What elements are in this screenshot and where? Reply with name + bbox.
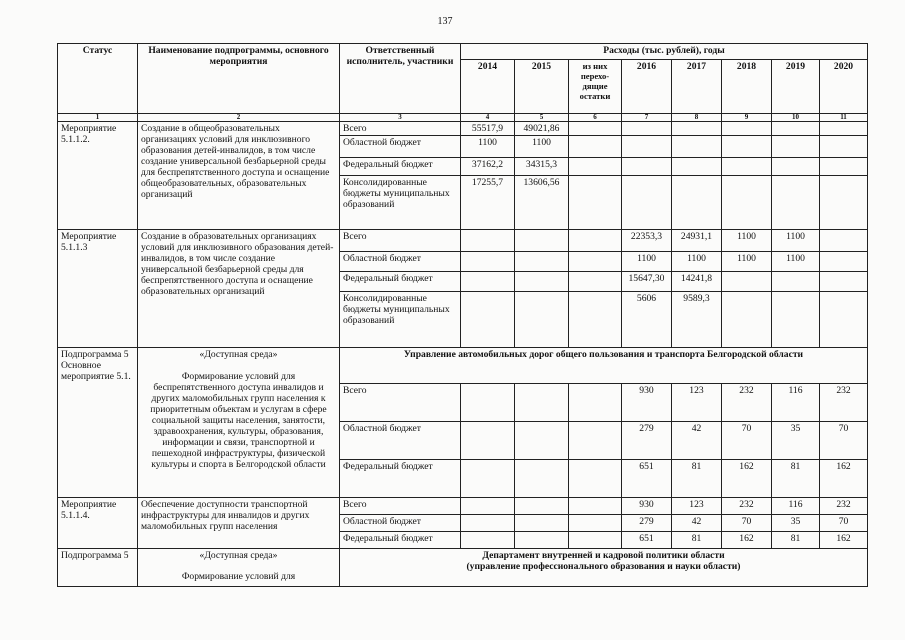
header-name: Наименование подпрограммы, основного мероприятия xyxy=(138,44,340,114)
cell-value: 1100 xyxy=(722,252,772,272)
column-number: 8 xyxy=(672,114,722,122)
cell-value: 81 xyxy=(772,532,820,549)
cell-value xyxy=(515,272,569,292)
cell-value xyxy=(569,498,622,515)
cell-value: 70 xyxy=(722,515,772,532)
main-event-status: Основное мероприятие 5.1. xyxy=(61,360,131,382)
cell-value xyxy=(772,136,820,158)
cell-value xyxy=(820,158,868,176)
expenses-table xyxy=(57,43,868,587)
cell-value xyxy=(461,532,515,549)
cell-value: 123 xyxy=(672,384,722,422)
program-title: «Доступная среда» xyxy=(199,349,278,360)
cell-value: 14241,8 xyxy=(672,272,722,292)
cell-value xyxy=(461,422,515,460)
cell-value xyxy=(569,176,622,230)
cell-value: 42 xyxy=(672,422,722,460)
main-event-name: Формирование условий для беспрепятственного доступа инвалидов и других маломобильных групп населения к приоритетным объектам и услугам в сфере социальной защиты населения, занятости, здравоохранения, культуры, образования, информации и связи, транспортной и пешеходной инфраструктуры, физической культуры и спорта в Белгородской области xyxy=(150,371,327,470)
column-number: 4 xyxy=(461,114,515,122)
cell-value xyxy=(569,252,622,272)
cell-value xyxy=(515,292,569,348)
cell-value: 123 xyxy=(672,498,722,515)
cell-value xyxy=(569,515,622,532)
cell-value xyxy=(722,176,772,230)
row-status: Подпрограмма 5 xyxy=(58,549,138,587)
cell-value: 70 xyxy=(722,422,772,460)
row-status: Мероприятие 5.1.1.4. xyxy=(58,498,138,549)
cell-value: 651 xyxy=(622,460,672,498)
cell-value xyxy=(672,136,722,158)
column-number: 6 xyxy=(569,114,622,122)
row-source: Федеральный бюджет xyxy=(340,158,461,176)
cell-value: 49021,86 xyxy=(515,122,569,136)
cell-value xyxy=(722,122,772,136)
cell-value xyxy=(569,158,622,176)
cell-value: 930 xyxy=(622,498,672,515)
cell-value: 55517,9 xyxy=(461,122,515,136)
cell-value xyxy=(461,272,515,292)
row-source: Федеральный бюджет xyxy=(340,272,461,292)
row-source: Консолидированные бюджеты муниципальных образований xyxy=(340,292,461,348)
cell-value xyxy=(569,230,622,252)
cell-value: 116 xyxy=(772,498,820,515)
cell-value xyxy=(461,498,515,515)
row-source: Областной бюджет xyxy=(340,252,461,272)
row-name xyxy=(138,348,340,498)
cell-value: 162 xyxy=(820,460,868,498)
row-source: Федеральный бюджет xyxy=(340,460,461,498)
cell-value: 24931,1 xyxy=(672,230,722,252)
cell-value xyxy=(569,122,622,136)
cell-value xyxy=(820,292,868,348)
cell-value xyxy=(515,498,569,515)
header-year: 2014 xyxy=(461,60,515,114)
cell-value xyxy=(820,122,868,136)
cell-value xyxy=(461,252,515,272)
row-source: Федеральный бюджет xyxy=(340,532,461,549)
agency-heading: Управление автомобильных дорог общего пользования и транспорта Белгородской области xyxy=(340,348,868,384)
header-year: 2016 xyxy=(622,60,672,114)
cell-value: 81 xyxy=(772,460,820,498)
row-name: Создание в общеобразовательных организациях условий для инклюзивного образования детей-инвалидов, в том числе создание универсальной безбарьерной среды для беспрепятственного доступа и оснащение общеобразовательных, образовательных организаций xyxy=(138,122,340,230)
cell-value: 1100 xyxy=(515,136,569,158)
cell-value xyxy=(461,384,515,422)
cell-value: 1100 xyxy=(722,230,772,252)
header-expenses: Расходы (тыс. рублей), годы xyxy=(461,44,868,60)
header-year: 2018 xyxy=(722,60,772,114)
cell-value xyxy=(772,292,820,348)
cell-value: 162 xyxy=(722,532,772,549)
cell-value: 13606,56 xyxy=(515,176,569,230)
cell-value xyxy=(461,515,515,532)
cell-value xyxy=(820,230,868,252)
cell-value: 22353,3 xyxy=(622,230,672,252)
cell-value xyxy=(569,532,622,549)
row-name xyxy=(138,549,340,587)
agency-line-2: (управление профессионального образования и науки области) xyxy=(466,561,741,572)
header-year: 2019 xyxy=(772,60,820,114)
row-source: Всего xyxy=(340,122,461,136)
row-source: Всего xyxy=(340,498,461,515)
cell-value xyxy=(569,136,622,158)
cell-value: 1100 xyxy=(772,252,820,272)
cell-value: 37162,2 xyxy=(461,158,515,176)
cell-value: 35 xyxy=(772,422,820,460)
row-source: Консолидированные бюджеты муниципальных образований xyxy=(340,176,461,230)
cell-value: 42 xyxy=(672,515,722,532)
header-year: 2015 xyxy=(515,60,569,114)
cell-value xyxy=(772,122,820,136)
agency-heading xyxy=(340,549,868,587)
header-year: 2020 xyxy=(820,60,868,114)
cell-value xyxy=(622,122,672,136)
agency-line-1: Департамент внутренней и кадровой политики области xyxy=(482,550,725,561)
cell-value xyxy=(820,136,868,158)
cell-value xyxy=(569,422,622,460)
program-subtitle: Формирование условий для xyxy=(181,571,296,582)
cell-value xyxy=(820,272,868,292)
cell-value xyxy=(820,252,868,272)
header-year: 2017 xyxy=(672,60,722,114)
cell-value xyxy=(515,252,569,272)
cell-value xyxy=(515,384,569,422)
cell-value: 232 xyxy=(722,384,772,422)
cell-value: 1100 xyxy=(622,252,672,272)
cell-value xyxy=(515,532,569,549)
cell-value: 162 xyxy=(722,460,772,498)
cell-value xyxy=(672,158,722,176)
row-source: Областной бюджет xyxy=(340,422,461,460)
table-row xyxy=(58,230,868,252)
cell-value xyxy=(461,460,515,498)
column-number: 9 xyxy=(722,114,772,122)
table-row xyxy=(58,498,868,515)
cell-value xyxy=(569,272,622,292)
cell-value: 116 xyxy=(772,384,820,422)
cell-value xyxy=(569,460,622,498)
column-numbers-row xyxy=(58,114,868,122)
column-number: 10 xyxy=(772,114,820,122)
row-status xyxy=(58,348,138,498)
header-executor: Ответственный исполнитель, участники xyxy=(340,44,461,114)
row-name: Обеспечение доступности транспортной инфраструктуры для инвалидов и других маломобильных групп населения xyxy=(138,498,340,549)
program-status: Подпрограмма 5 xyxy=(61,349,129,360)
cell-value xyxy=(622,136,672,158)
table-row xyxy=(58,549,868,587)
cell-value xyxy=(722,272,772,292)
header-status: Статус xyxy=(58,44,138,114)
cell-value xyxy=(622,158,672,176)
cell-value: 232 xyxy=(820,498,868,515)
column-number: 11 xyxy=(820,114,868,122)
cell-value: 930 xyxy=(622,384,672,422)
cell-value: 1100 xyxy=(672,252,722,272)
row-name: Создание в образовательных организациях условий для инклюзивного образования детей-инвалидов, в том числе создание универсальной безбарьерной среды для беспрепятственного доступа и оснащение образовательных организаций xyxy=(138,230,340,348)
row-source: Областной бюджет xyxy=(340,515,461,532)
cell-value: 162 xyxy=(820,532,868,549)
cell-value xyxy=(772,176,820,230)
cell-value xyxy=(722,158,772,176)
header-year: из них перехо-дящие остатки xyxy=(569,60,622,114)
cell-value: 81 xyxy=(672,460,722,498)
cell-value: 651 xyxy=(622,532,672,549)
cell-value xyxy=(820,176,868,230)
cell-value: 34315,3 xyxy=(515,158,569,176)
cell-value: 1100 xyxy=(772,230,820,252)
cell-value xyxy=(569,292,622,348)
cell-value: 232 xyxy=(820,384,868,422)
cell-value: 81 xyxy=(672,532,722,549)
cell-value: 70 xyxy=(820,515,868,532)
cell-value: 35 xyxy=(772,515,820,532)
cell-value: 279 xyxy=(622,515,672,532)
row-status: Мероприятие 5.1.1.3 xyxy=(58,230,138,348)
cell-value: 17255,7 xyxy=(461,176,515,230)
header-row xyxy=(58,44,868,60)
row-source: Всего xyxy=(340,230,461,252)
cell-value xyxy=(622,176,672,230)
column-number: 5 xyxy=(515,114,569,122)
cell-value xyxy=(461,292,515,348)
cell-value xyxy=(722,136,772,158)
column-number: 2 xyxy=(138,114,340,122)
cell-value: 15647,30 xyxy=(622,272,672,292)
cell-value: 232 xyxy=(722,498,772,515)
cell-value xyxy=(515,230,569,252)
program-title: «Доступная среда» xyxy=(199,550,278,561)
table-row xyxy=(58,122,868,136)
cell-value: 1100 xyxy=(461,136,515,158)
row-source: Всего xyxy=(340,384,461,422)
row-status: Мероприятие 5.1.1.2. xyxy=(58,122,138,230)
cell-value xyxy=(672,176,722,230)
cell-value: 5606 xyxy=(622,292,672,348)
cell-value xyxy=(515,460,569,498)
cell-value: 70 xyxy=(820,422,868,460)
cell-value xyxy=(569,384,622,422)
cell-value xyxy=(515,422,569,460)
column-number: 7 xyxy=(622,114,672,122)
cell-value xyxy=(722,292,772,348)
column-number: 3 xyxy=(340,114,461,122)
cell-value: 279 xyxy=(622,422,672,460)
cell-value: 9589,3 xyxy=(672,292,722,348)
cell-value xyxy=(672,122,722,136)
cell-value xyxy=(461,230,515,252)
cell-value xyxy=(772,158,820,176)
cell-value xyxy=(515,515,569,532)
cell-value xyxy=(772,272,820,292)
row-source: Областной бюджет xyxy=(340,136,461,158)
table-row xyxy=(58,348,868,384)
page-number: 137 xyxy=(437,16,453,27)
column-number: 1 xyxy=(58,114,138,122)
